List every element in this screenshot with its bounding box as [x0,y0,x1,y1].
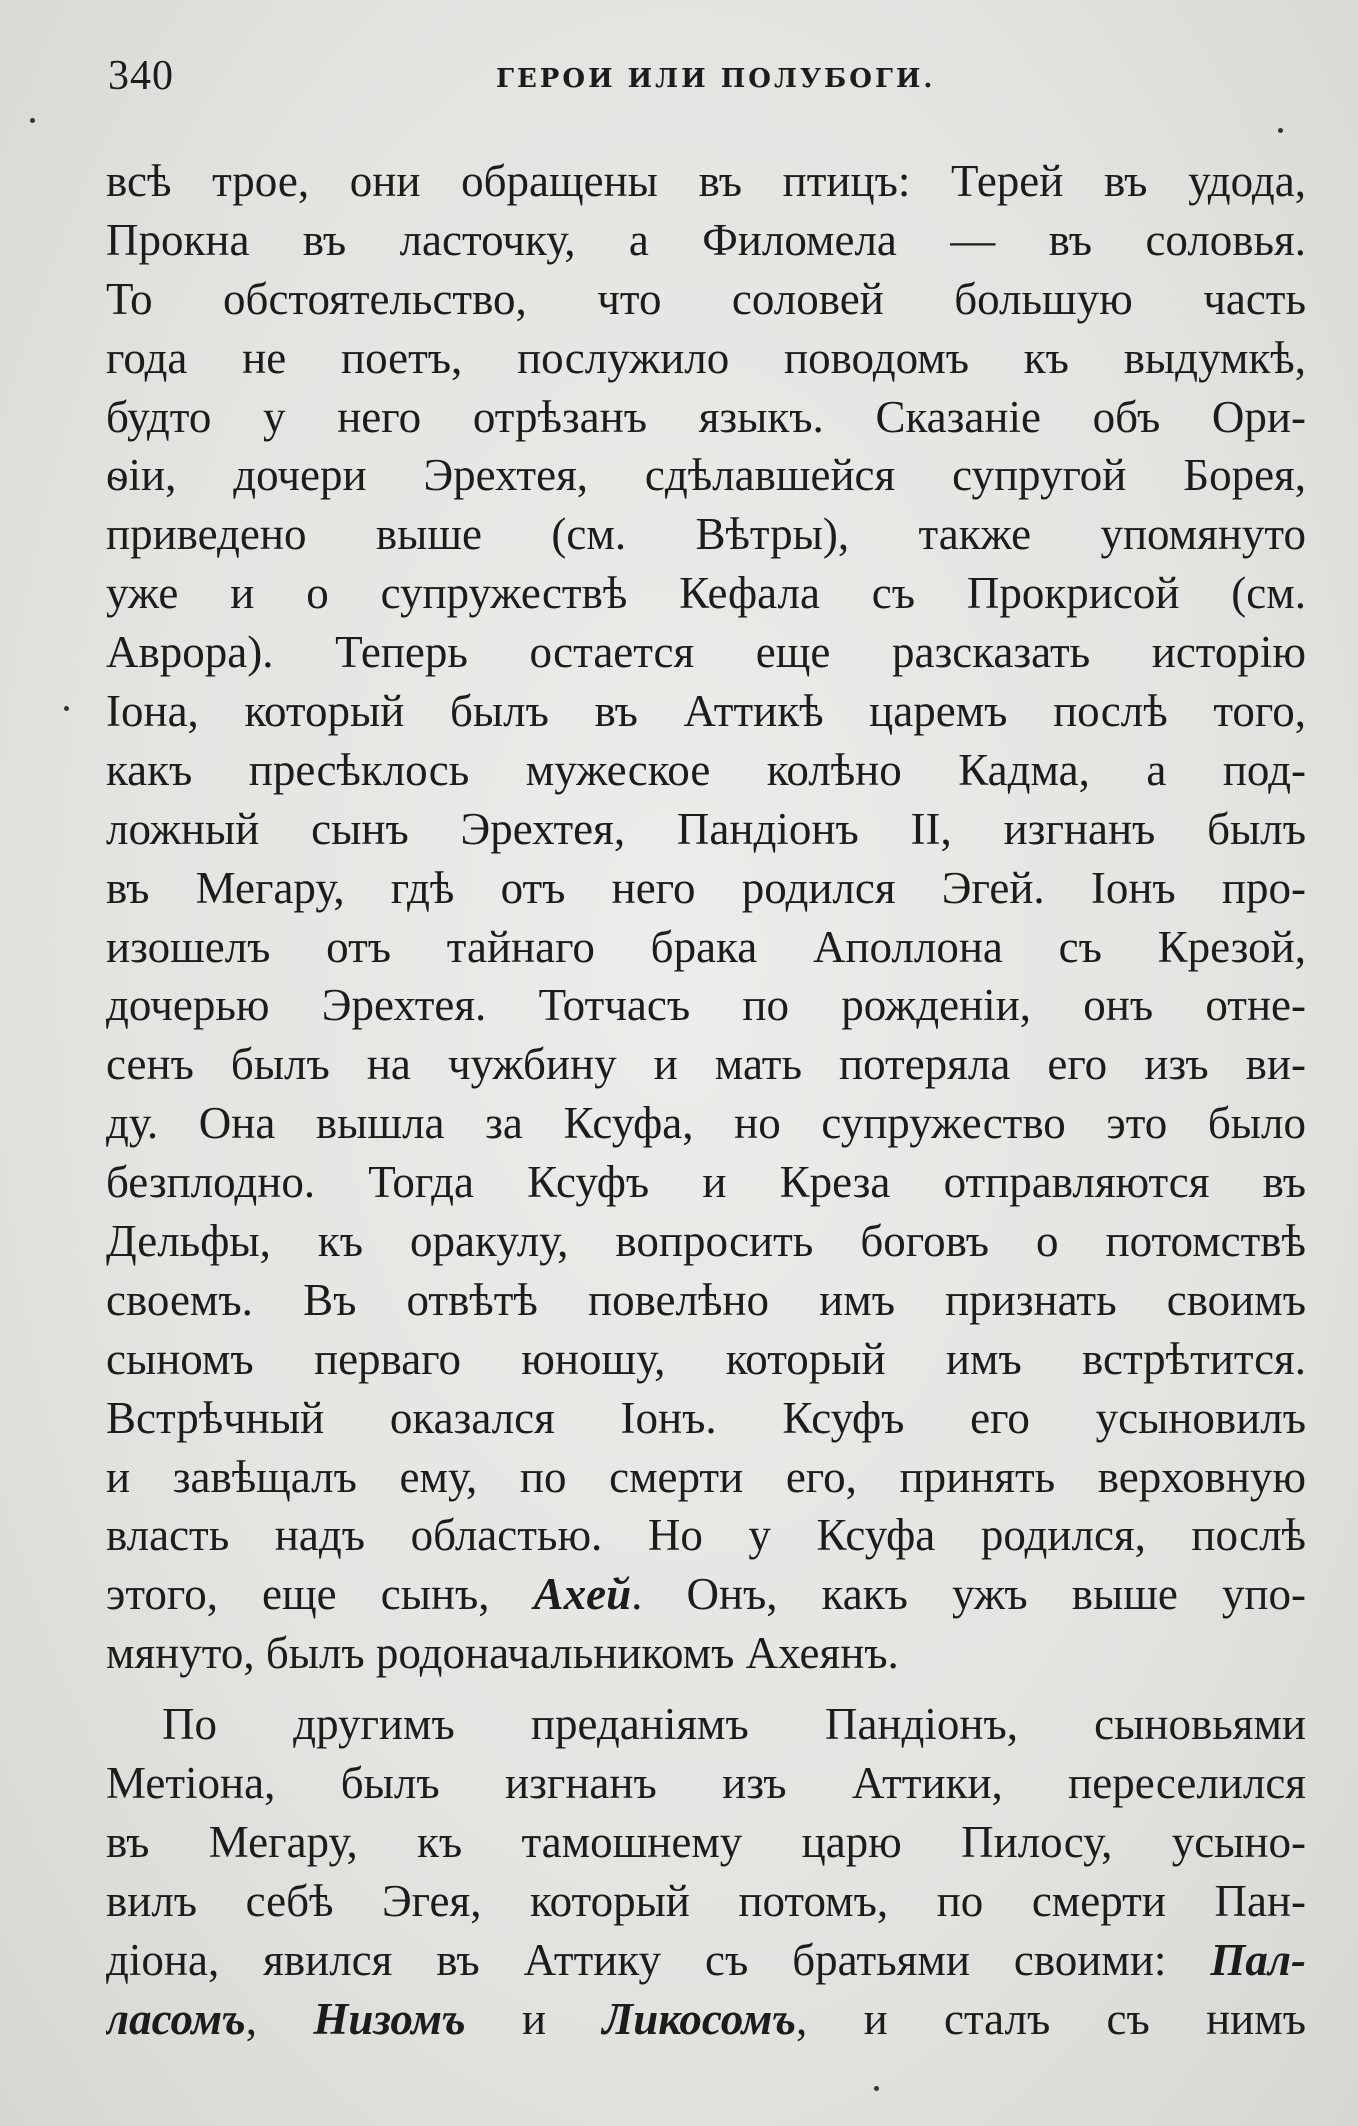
text-line: вилъ себѣ Эгея, который потомъ, по смерти Пан- [106,1875,1306,1926]
emphasized-name: Низомъ [313,1993,466,2044]
text-span: и [465,1993,603,2044]
page-number: 340 [108,53,174,99]
text-line: своемъ. Въ отвѣтѣ повелѣно имъ признать своимъ [106,1274,1306,1325]
text-span: , [245,1993,314,2044]
text-line: власть надъ областью. Но у Ксуфа родился, послѣ [106,1510,1306,1561]
ink-speck [1278,128,1283,133]
text-span: . Онъ, какъ ужъ выше упо- [631,1569,1306,1620]
ink-speck [874,2086,879,2091]
text-line: уже и о супружествѣ Кефала съ Прокрисой (см. [106,568,1306,619]
text-line: Встрѣчный оказался Іонъ. Ксуфъ его усыновилъ [106,1392,1306,1443]
text-line: будто у него отрѣзанъ языкъ. Сказаніе объ Ори- [106,391,1306,442]
text-line: въ Мегару, гдѣ отъ него родился Эгей. Іонъ про- [106,862,1306,913]
text-line: Дельфы, къ оракулу, вопросить боговъ о потомствѣ [106,1216,1306,1267]
text-line: То обстоятельство, что соловей большую часть [106,273,1306,324]
paragraph-break [106,1683,1306,1695]
text-line: Прокна въ ласточку, а Филомела — въ соловья. [106,214,1306,265]
text-line: Аврора). Теперь остается еще разсказать исторію [106,627,1306,678]
text-line [106,1931,1306,1990]
text-line: сыномъ перваго юношу, который имъ встрѣтится. [106,1333,1306,1384]
text-line: ду. Она вышла за Ксуфа, но супружество это было [106,1098,1306,1149]
text-line: въ Мегару, къ тамошнему царю Пилосу, усыно- [106,1816,1306,1867]
text-line: года не поетъ, послужило поводомъ къ выдумкѣ, [106,332,1306,383]
text-line: мянуто, былъ родоначальникомъ Ахеянъ. [106,1628,899,1679]
text-line: Метіона, былъ изгнанъ изъ Аттики, переселился [106,1758,1306,1809]
emphasized-name: Ликосомъ [602,1993,797,2044]
text-line: Іона, который былъ въ Аттикѣ царемъ послѣ того, [106,686,1306,737]
emphasized-name: Пал- [1210,1934,1306,1985]
text-line: ѳіи, дочери Эрехтея, сдѣлавшейся супругой Борея, [106,450,1306,501]
text-line: и завѣщалъ ему, по смерти его, принять верховную [106,1451,1306,1502]
text-span: діона, явился въ Аттику съ братьями своими: [106,1934,1211,1985]
text-line [106,1990,1306,2049]
body-text [106,152,1306,2049]
emphasized-name: ласомъ [106,1993,246,2044]
text-line: безплодно. Тогда Ксуфъ и Креза отправляются въ [106,1157,1306,1208]
text-line: приведено выше (см. Вѣтры), также упомянуто [106,509,1306,560]
text-line [106,1565,1306,1624]
text-line: дочерью Эрехтея. Тотчасъ по рожденіи, онъ отне- [106,980,1306,1031]
text-span: , и сталъ съ нимъ [796,1993,1306,2044]
running-head: ГЕРОИ ИЛИ ПОЛУБОГИ. [496,64,936,94]
text-line: сенъ былъ на чужбину и мать потеряла его изъ ви- [106,1039,1306,1090]
text-line: всѣ трое, они обращены въ птицъ: Терей въ удода, [106,156,1306,206]
text-span: этого, еще сынъ, [106,1569,534,1620]
text-line: По другимъ преданіямъ Пандіонъ, сыновьями [162,1699,1306,1750]
ink-speck [30,118,35,123]
text-line: изошелъ отъ тайнаго брака Аполлона съ Крезой, [106,921,1306,972]
ink-speck [64,706,69,711]
emphasized-name: Ахей [533,1569,632,1620]
text-line: ложный сынъ Эрехтея, Пандіонъ II, изгнанъ былъ [106,803,1306,854]
page-header [108,52,1308,112]
text-line: какъ пресѣклось мужеское колѣно Кадма, а под- [106,744,1306,795]
